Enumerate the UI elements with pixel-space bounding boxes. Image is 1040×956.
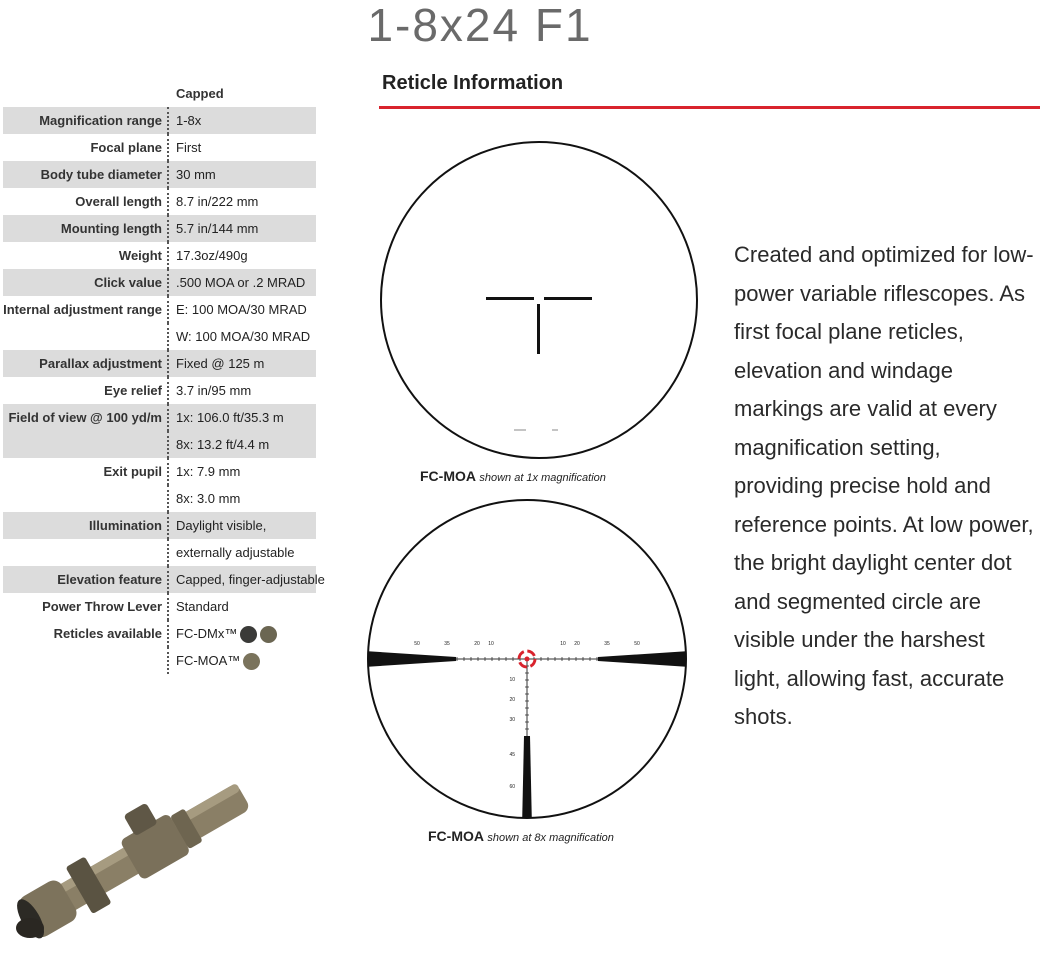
reticle-1x-name: FC-MOA <box>420 468 476 484</box>
spec-row <box>3 161 316 188</box>
spec-row <box>3 269 316 296</box>
spec-value <box>167 593 229 620</box>
spec-value <box>167 431 269 458</box>
spec-row <box>3 323 316 350</box>
spec-label: Magnification range <box>39 113 162 128</box>
reticle-1x-note: shown at 1x magnification <box>479 472 606 484</box>
reticle-color-swatch <box>240 626 257 643</box>
reticle-8x-v-label: 10 <box>509 677 515 683</box>
spec-row <box>3 620 316 647</box>
reticle-8x-diagram <box>364 496 690 828</box>
reticle-1x-right-bar <box>544 297 592 300</box>
reticle-1x-left-bar <box>486 297 534 300</box>
spec-value <box>167 161 216 188</box>
spec-label: Power Throw Lever <box>42 599 162 614</box>
spec-value-text: 8.7 in/222 mm <box>176 194 259 209</box>
spec-value-text: 1x: 7.9 mm <box>176 464 241 479</box>
spec-label: Eye relief <box>104 383 162 398</box>
spec-value-text: externally adjustable <box>176 545 295 560</box>
reticle-8x-h-label: 20 <box>574 641 580 647</box>
spec-label: Parallax adjustment <box>39 356 162 371</box>
reticle-8x-name: FC-MOA <box>428 828 484 844</box>
spec-row <box>3 431 316 458</box>
spec-row <box>3 188 316 215</box>
section-divider <box>379 106 1040 109</box>
spec-row <box>3 485 316 512</box>
spec-label: Overall length <box>75 194 162 209</box>
spec-value-text: Daylight visible, <box>176 518 267 533</box>
spec-label: Click value <box>94 275 162 290</box>
reticle-8x-v-label: 60 <box>509 784 515 790</box>
spec-row <box>3 539 316 566</box>
spec-value <box>167 107 201 134</box>
spec-value-text: FC-MOA™ <box>176 653 241 668</box>
page-title: 1-8x24 F1 <box>367 0 593 51</box>
spec-label: Body tube diameter <box>40 167 162 182</box>
spec-value <box>167 485 240 512</box>
spec-row <box>3 458 316 485</box>
spec-value <box>167 404 284 431</box>
spec-value-text: 1x: 106.0 ft/35.3 m <box>176 410 284 425</box>
spec-value-text: W: 100 MOA/30 MRAD <box>176 329 311 344</box>
spec-row <box>3 377 316 404</box>
spec-row <box>3 296 316 323</box>
spec-row <box>3 512 316 539</box>
spec-value <box>167 458 240 485</box>
reticle-8x-v-label: 20 <box>509 697 515 703</box>
spec-value-text: 1-8x <box>176 113 202 128</box>
reticle-1x-diagram <box>376 140 702 466</box>
spec-value <box>167 134 201 161</box>
reticle-1x-outline <box>381 142 697 458</box>
reticle-color-swatch <box>243 653 260 670</box>
reticle-8x-note: shown at 8x magnification <box>487 832 614 844</box>
spec-value-text: FC-DMx™ <box>176 626 238 641</box>
spec-label: Internal adjustment range <box>3 302 162 317</box>
spec-label: Reticles available <box>53 626 162 641</box>
spec-value-text: E: 100 MOA/30 MRAD <box>176 302 307 317</box>
spec-value <box>167 242 248 269</box>
spec-label: Illumination <box>89 518 162 533</box>
reticle-8x-h-label: 20 <box>474 641 480 647</box>
reticle-description: Created and optimized for low-power variable riflescopes. As first focal plane reticles, elevation and windage markings are valid at every magnification setting, providing precise hold and reference points. At low power, the bright daylight center dot and segmented circle are visible under the harshest light, allowing fast, accurate shots. <box>734 242 1034 729</box>
spec-column-header: Capped <box>176 86 224 101</box>
spec-value-text: 3.7 in/95 mm <box>176 383 252 398</box>
spec-value <box>167 188 258 215</box>
reticle-8x-h-label: 10 <box>560 641 566 647</box>
spec-value-text: Fixed @ 125 m <box>176 356 265 371</box>
spec-row <box>3 404 316 431</box>
spec-value <box>167 377 251 404</box>
spec-value-text: 17.3oz/490g <box>176 248 248 263</box>
reticle-1x-caption <box>420 468 606 484</box>
spec-row <box>3 593 316 620</box>
spec-row <box>3 350 316 377</box>
spec-value-text: 30 mm <box>176 167 216 182</box>
spec-value-text: Standard <box>176 599 229 614</box>
spec-label: Focal plane <box>90 140 162 155</box>
reticle-8x-h-label: 50 <box>414 641 420 647</box>
riflescope-image <box>10 760 280 950</box>
spec-row <box>3 215 316 242</box>
spec-value <box>167 620 277 647</box>
reticle-section-title: Reticle Information <box>382 72 564 94</box>
spec-label: Field of view @ 100 yd/m <box>8 410 162 425</box>
spec-value-text: .500 MOA or .2 MRAD <box>176 275 306 290</box>
spec-value-text: Capped, finger-adjustable <box>176 572 325 587</box>
reticle-8x-v-label: 45 <box>509 752 515 758</box>
spec-value <box>167 296 307 323</box>
spec-value-text: 5.7 in/144 mm <box>176 221 259 236</box>
spec-value <box>167 647 260 674</box>
spec-row <box>3 566 325 593</box>
spec-value-text: 8x: 3.0 mm <box>176 491 241 506</box>
spec-value <box>167 269 305 296</box>
spec-value <box>167 512 266 539</box>
spec-value-text: 8x: 13.2 ft/4.4 m <box>176 437 270 452</box>
spec-label: Mounting length <box>60 221 162 236</box>
reticle-8x-h-label: 50 <box>634 641 640 647</box>
spec-value-text: First <box>176 140 202 155</box>
spec-value <box>167 566 325 593</box>
reticle-1x-bottom-post <box>537 304 540 354</box>
spec-row <box>3 134 316 161</box>
reticle-8x-center-dot <box>525 657 530 662</box>
spec-row <box>3 647 316 674</box>
spec-value <box>167 323 310 350</box>
spec-label: Weight <box>118 248 162 263</box>
spec-row <box>3 107 316 134</box>
spec-value <box>167 350 264 377</box>
spec-label: Elevation feature <box>57 572 162 587</box>
spec-label: Exit pupil <box>103 464 162 479</box>
reticle-8x-h-label: 35 <box>604 641 610 647</box>
reticle-color-swatch <box>260 626 277 643</box>
spec-value <box>167 539 295 566</box>
reticle-8x-h-label: 35 <box>444 641 450 647</box>
spec-table <box>3 107 325 674</box>
reticle-8x-caption <box>428 828 614 844</box>
spec-value <box>167 215 258 242</box>
spec-row <box>3 242 316 269</box>
reticle-8x-v-label: 30 <box>509 717 515 723</box>
reticle-8x-h-label: 10 <box>488 641 494 647</box>
